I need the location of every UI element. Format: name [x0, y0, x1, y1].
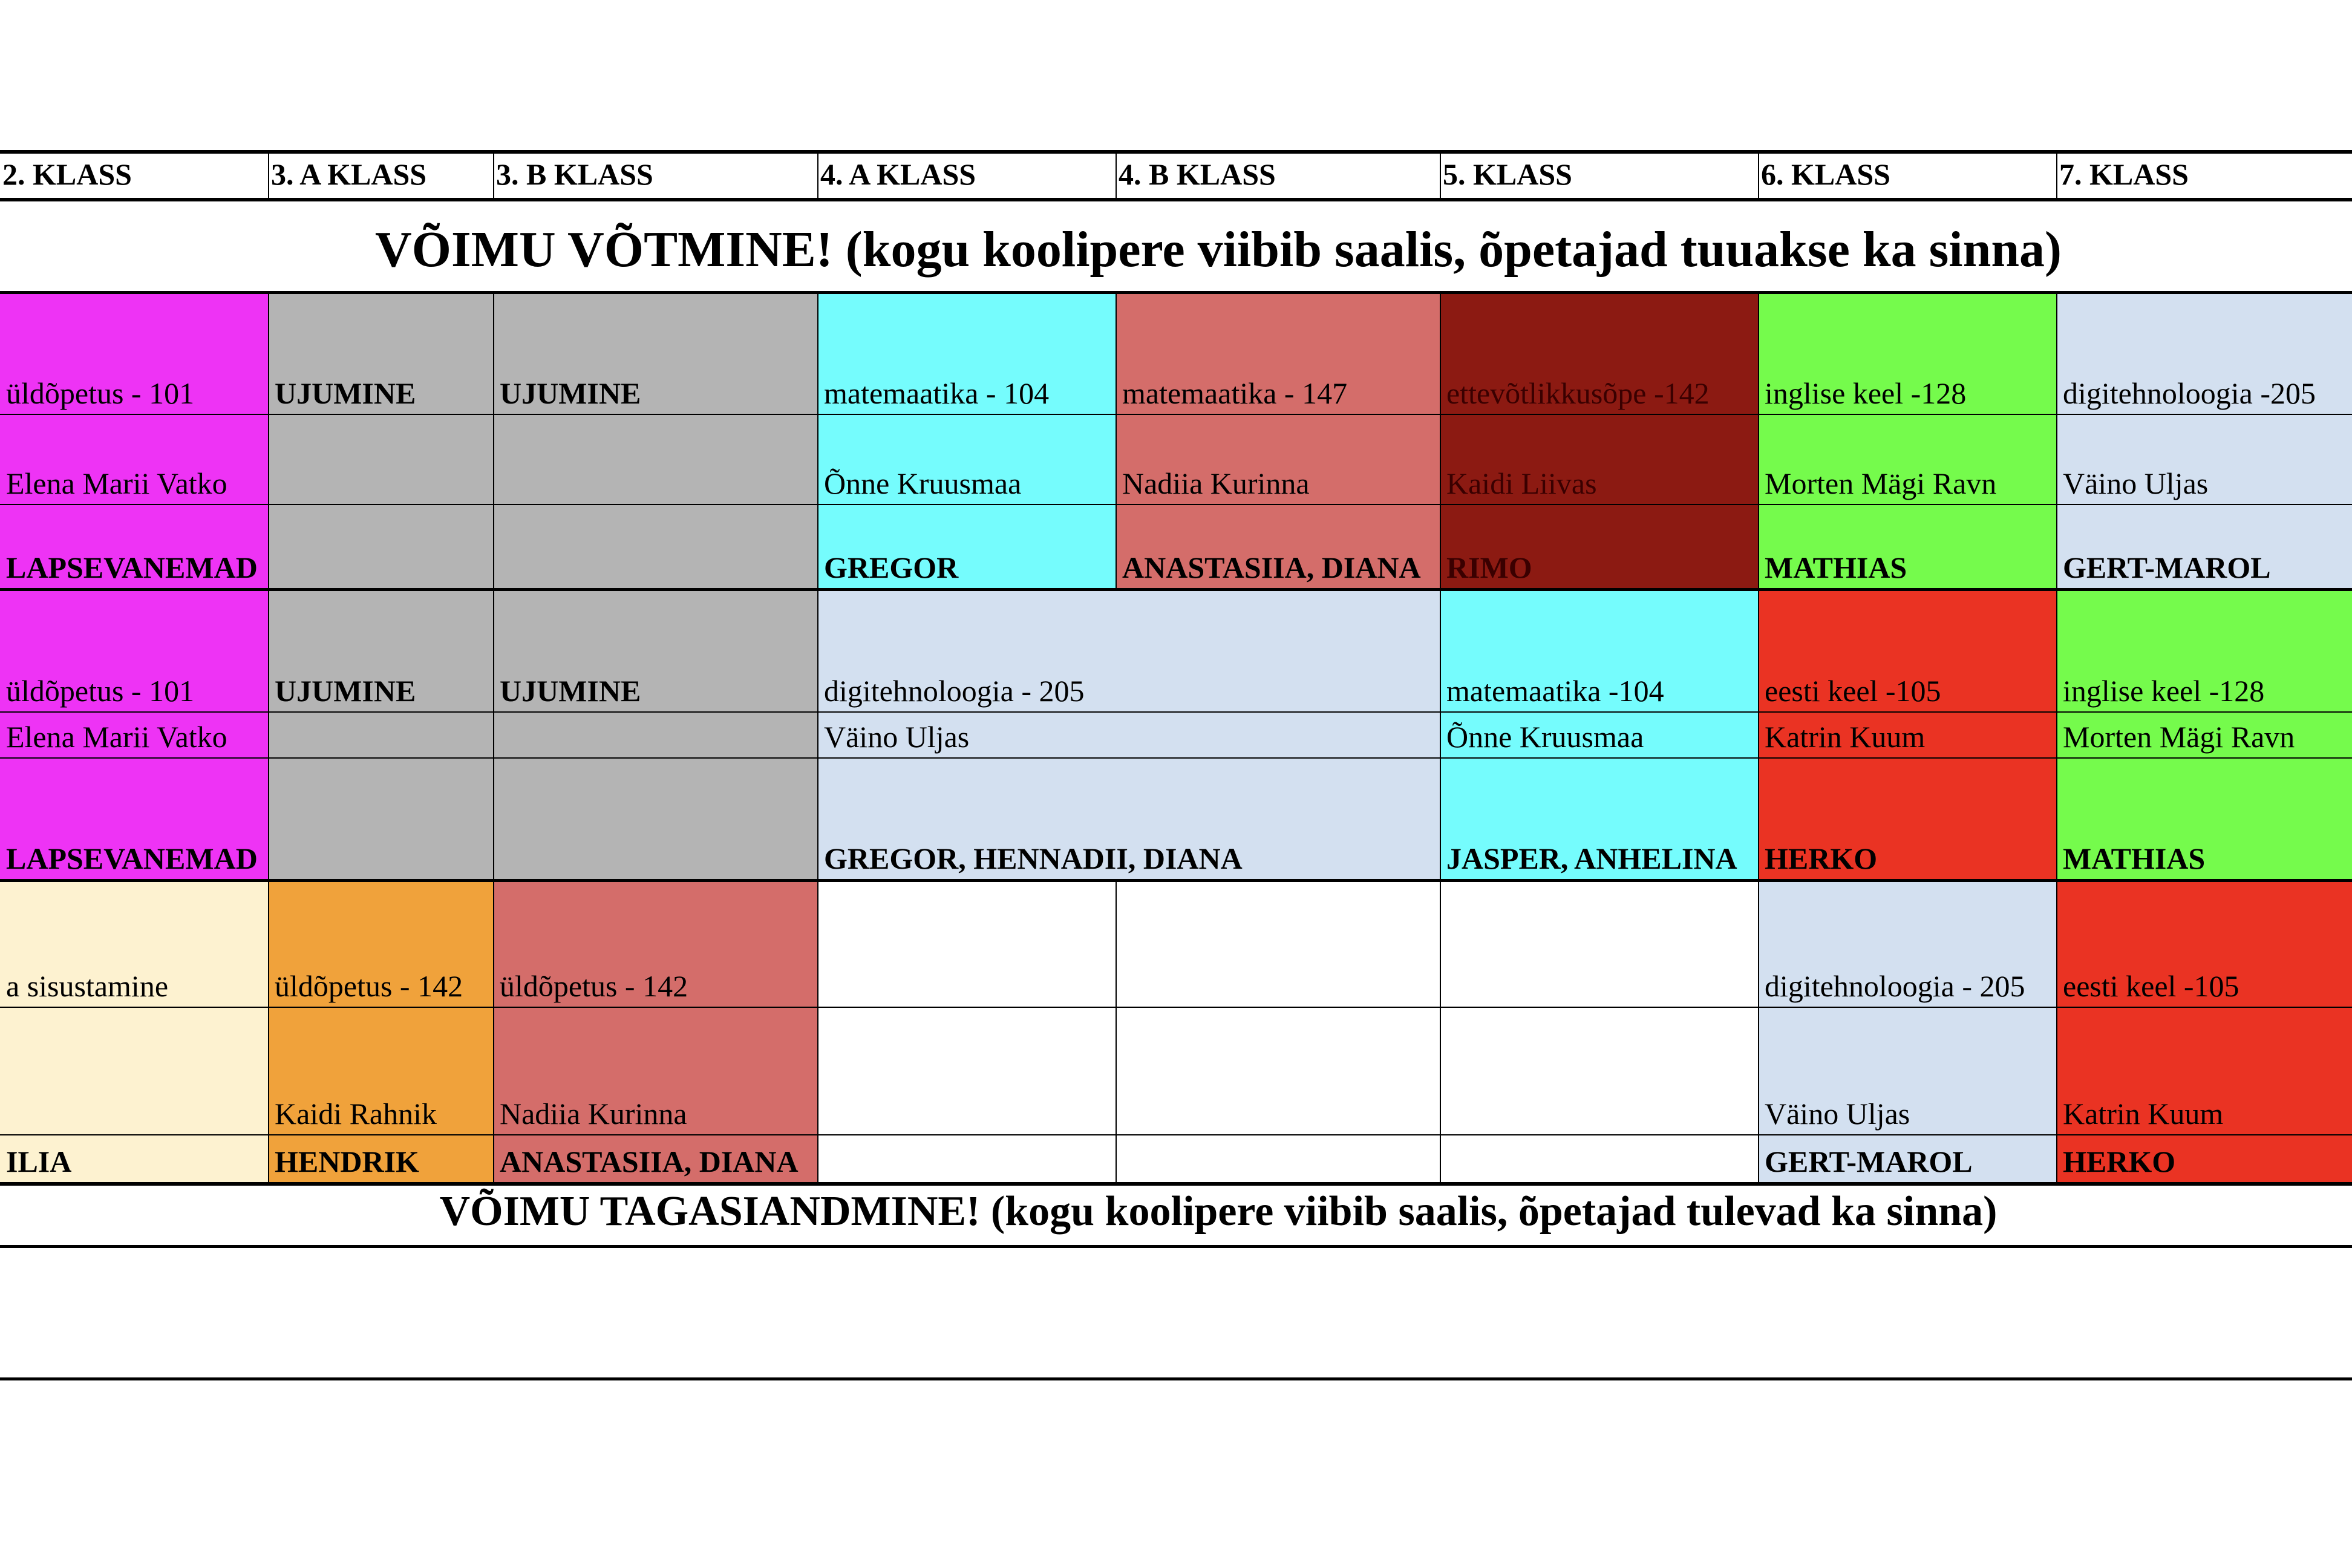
lesson-teacher: Väino Uljas	[824, 720, 970, 754]
grid-line	[493, 291, 494, 588]
grid-line	[268, 879, 269, 1182]
grid-line	[1116, 151, 1117, 198]
grid-line	[0, 198, 2352, 201]
column-header	[1759, 151, 2057, 198]
banner-bottom: VÕIMU TAGASIANDMINE! (kogu koolipere viibib saalis, õpetajad tulevad ka sinna)	[439, 1188, 1998, 1235]
lesson-teacher: Õnne Kruusmaa	[1446, 720, 1644, 754]
lesson-subject: UJUMINE	[275, 674, 416, 708]
grid-line	[1758, 879, 1759, 1182]
grid-line	[1440, 879, 1441, 1182]
lesson-subject: matemaatika -104	[1446, 674, 1664, 708]
grid-line	[0, 588, 2352, 591]
grid-line	[1116, 291, 1117, 588]
column-header	[1116, 151, 1440, 198]
lesson-students: ILIA	[6, 1145, 72, 1178]
lesson-subject: üldõpetus - 101	[6, 376, 195, 410]
block2-cell	[1759, 588, 2057, 879]
block1-cell	[1116, 291, 1440, 588]
lesson-students: RIMO	[1446, 550, 1532, 584]
grid-line	[2056, 291, 2057, 588]
lesson-teacher: Nadiia Kurinna	[500, 1097, 687, 1131]
lesson-subject: matemaatika - 147	[1122, 376, 1348, 410]
column-header-label: 3. B KLASS	[496, 157, 653, 191]
lesson-subject: üldõpetus - 142	[500, 969, 688, 1003]
lesson-students: GERT-MAROL	[1765, 1145, 1973, 1178]
lesson-teacher: Väino Uljas	[1765, 1097, 1910, 1131]
lesson-subject: UJUMINE	[500, 376, 641, 410]
lesson-teacher: Morten Mägi Ravn	[1765, 466, 1997, 500]
column-header	[2057, 151, 2352, 198]
grid-line	[493, 588, 494, 879]
column-header-label: 4. B KLASS	[1119, 157, 1276, 191]
block2-cell	[269, 588, 494, 879]
lesson-teacher: Õnne Kruusmaa	[824, 466, 1022, 500]
lesson-teacher: Kaidi Rahnik	[275, 1097, 437, 1131]
block3-cell	[0, 879, 269, 1182]
grid-line	[0, 414, 2352, 415]
grid-line	[1758, 588, 1759, 879]
lesson-teacher: Morten Mägi Ravn	[2063, 720, 2295, 754]
block3-cell	[1759, 879, 2057, 1182]
column-header	[1440, 151, 1759, 198]
lesson-teacher: Katrin Kuum	[2063, 1097, 2224, 1131]
column-header-label: 6. KLASS	[1761, 157, 1890, 191]
grid-line	[1440, 151, 1441, 198]
lesson-teacher: Elena Marii Vatko	[6, 720, 227, 754]
grid-line	[0, 757, 2352, 759]
lesson-subject: inglise keel -128	[1765, 376, 1967, 410]
grid-line	[1758, 291, 1759, 588]
lesson-subject: digitehnoloogia - 205	[1765, 969, 2025, 1003]
lesson-students: GREGOR	[824, 550, 959, 584]
grid-line	[2056, 151, 2057, 198]
block3-cell	[494, 879, 818, 1182]
lesson-students: ANASTASIIA, DIANA	[1122, 550, 1421, 584]
lesson-subject: üldõpetus - 101	[6, 674, 195, 708]
grid-line	[0, 1245, 2352, 1248]
lesson-students: HERKO	[1765, 841, 1878, 875]
column-header	[0, 151, 269, 198]
grid-line	[817, 151, 818, 198]
lesson-students: HERKO	[2063, 1145, 2176, 1178]
lesson-subject: eesti keel -105	[2063, 969, 2239, 1003]
lesson-subject: digitehnoloogia - 205	[824, 674, 1085, 708]
block3-cell	[269, 879, 494, 1182]
column-header	[818, 151, 1116, 198]
grid-line	[1440, 588, 1441, 879]
column-header-label: 7. KLASS	[2059, 157, 2189, 191]
block1-cell	[1759, 291, 2057, 588]
lesson-students: LAPSEVANEMAD	[6, 550, 258, 584]
column-header-label: 3. A KLASS	[271, 157, 427, 191]
lesson-subject: UJUMINE	[275, 376, 416, 410]
block3-cell	[1440, 879, 1759, 1182]
lesson-subject: digitehnoloogia -205	[2063, 376, 2316, 410]
lesson-students: GERT-MAROL	[2063, 550, 2271, 584]
lesson-students: ANASTASIIA, DIANA	[500, 1145, 799, 1178]
lesson-teacher: Kaidi Liivas	[1446, 466, 1597, 500]
lesson-subject: ettevõtlikkusõpe -142	[1446, 376, 1710, 410]
lesson-students: MATHIAS	[1765, 550, 1907, 584]
lesson-subject: matemaatika - 104	[824, 376, 1050, 410]
grid-line	[0, 1007, 2352, 1008]
grid-line	[2056, 588, 2057, 879]
grid-line	[268, 291, 269, 588]
block1-cell	[269, 291, 494, 588]
grid-line	[2056, 879, 2057, 1182]
column-header-label: 2. KLASS	[2, 157, 132, 191]
lesson-subject: a sisustamine	[6, 969, 169, 1003]
grid-line	[493, 151, 494, 198]
block1-cell	[2057, 291, 2352, 588]
grid-line	[0, 1134, 2352, 1135]
block3-cell	[818, 879, 1116, 1182]
grid-line	[0, 879, 2352, 882]
banner-top: VÕIMU VÕTMINE! (kogu koolipere viibib saalis, õpetajad tuuakse ka sinna)	[374, 221, 2062, 278]
grid-line	[0, 711, 2352, 713]
block2-cell	[818, 588, 1440, 879]
lesson-students: HENDRIK	[275, 1145, 419, 1178]
grid-line	[817, 879, 818, 1182]
lesson-subject: eesti keel -105	[1765, 674, 1941, 708]
column-header	[269, 151, 494, 198]
grid-line	[817, 291, 818, 588]
block3-cell	[2057, 879, 2352, 1182]
lesson-teacher: Väino Uljas	[2063, 466, 2209, 500]
grid-line	[0, 504, 2352, 505]
lesson-subject: UJUMINE	[500, 674, 641, 708]
grid-line	[1440, 291, 1441, 588]
lesson-students: MATHIAS	[2063, 841, 2206, 875]
block1-cell	[494, 291, 818, 588]
lesson-teacher: Nadiia Kurinna	[1122, 466, 1310, 500]
column-header-label: 4. A KLASS	[820, 157, 976, 191]
lesson-teacher: Elena Marii Vatko	[6, 466, 227, 500]
grid-line	[0, 1182, 2352, 1186]
block2-cell	[0, 588, 269, 879]
grid-line	[0, 1377, 2352, 1380]
block2-cell	[2057, 588, 2352, 879]
block1-cell	[1440, 291, 1759, 588]
grid-line	[817, 588, 818, 879]
lesson-teacher: Katrin Kuum	[1765, 720, 1926, 754]
lesson-subject: üldõpetus - 142	[275, 969, 463, 1003]
column-header	[494, 151, 818, 198]
block1-cell	[0, 291, 269, 588]
block1-cell	[818, 291, 1116, 588]
grid-line	[493, 879, 494, 1182]
block2-cell	[494, 588, 818, 879]
block2-cell	[1440, 588, 1759, 879]
grid-line	[1116, 879, 1117, 1182]
lesson-students: JASPER, ANHELINA	[1446, 841, 1737, 875]
column-header-label: 5. KLASS	[1443, 157, 1572, 191]
grid-line	[0, 150, 2352, 154]
grid-line	[268, 151, 269, 198]
grid-line	[268, 588, 269, 879]
lesson-subject: inglise keel -128	[2063, 674, 2265, 708]
lesson-students: GREGOR, HENNADII, DIANA	[824, 841, 1243, 875]
lesson-students: LAPSEVANEMAD	[6, 841, 258, 875]
grid-line	[1758, 151, 1759, 198]
block3-cell	[1116, 879, 1440, 1182]
grid-line	[0, 291, 2352, 294]
